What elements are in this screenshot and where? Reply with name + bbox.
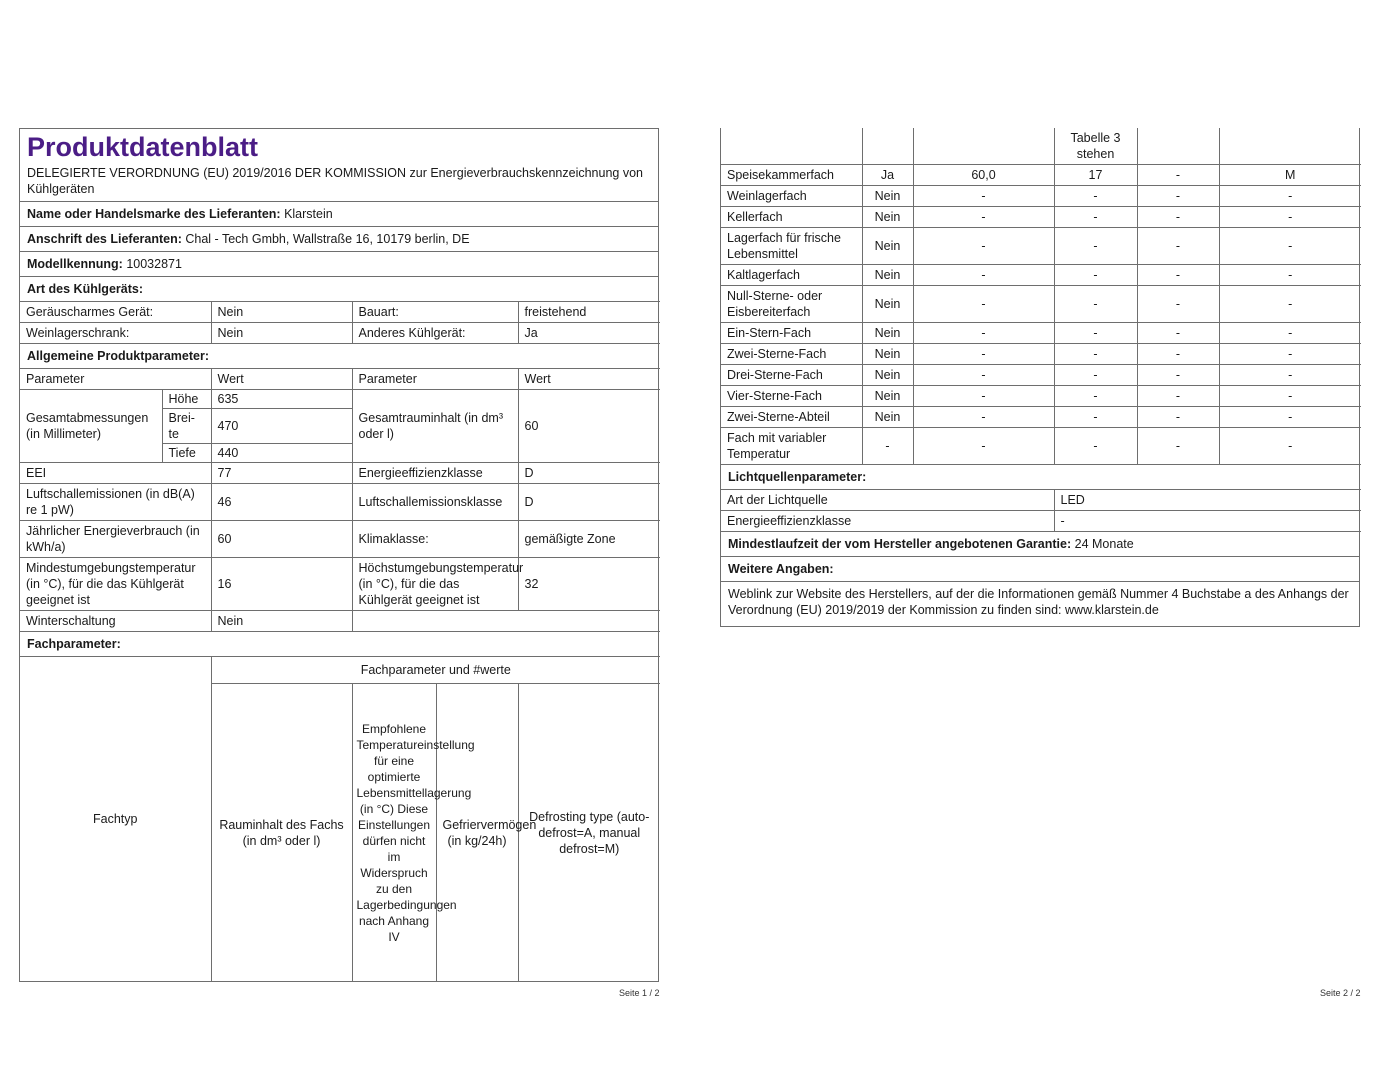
compartment-temp: - (1054, 344, 1137, 365)
compartment-freeze: - (1137, 323, 1219, 344)
comp-section-header: Fachparameter: (27, 637, 121, 651)
table-row (721, 228, 1361, 265)
compartment-name: Zwei-Sterne-Abteil (721, 407, 862, 428)
compartment-freeze: - (1137, 365, 1219, 386)
table-row (20, 463, 660, 484)
compartment-defrost: - (1219, 286, 1361, 323)
compartment-name: Kellerfach (721, 207, 862, 228)
width-value: 470 (211, 409, 352, 444)
page-number-2: Seite 2 / 2 (1320, 988, 1361, 998)
table-row (721, 128, 1361, 165)
compartment-table (721, 128, 1361, 465)
compartment-present: Nein (862, 365, 913, 386)
wine-value: Nein (211, 323, 352, 344)
address-value: Chal - Tech Gmbh, Wallstraße 16, 10179 berlin, DE (185, 232, 470, 246)
page-number-1: Seite 1 / 2 (619, 988, 660, 998)
weblink-url[interactable]: www.klarstein.de (1065, 603, 1159, 617)
compartment-freeze: - (1137, 344, 1219, 365)
empty-cell (913, 128, 1054, 165)
compartment-temp: - (1054, 228, 1137, 265)
compartment-temp: - (1054, 207, 1137, 228)
energy-class-value: D (518, 463, 660, 484)
page-1-frame (19, 128, 659, 982)
design-label: Bauart: (352, 302, 518, 323)
compartment-defrost: - (1219, 344, 1361, 365)
light-class-label: Energieeffizienzklasse (721, 511, 1054, 532)
comp-type-col-header: Fachtyp (20, 657, 211, 982)
compartment-temp: - (1054, 407, 1137, 428)
compartment-volume: 60,0 (913, 165, 1054, 186)
general-params-table (20, 368, 660, 632)
compartment-present: Nein (862, 323, 913, 344)
compartment-name: Zwei-Sterne-Fach (721, 344, 862, 365)
light-class-value: - (1054, 511, 1361, 532)
compartment-freeze: - (1137, 407, 1219, 428)
compartment-temp: 17 (1054, 165, 1137, 186)
compartment-volume: - (913, 365, 1054, 386)
compartment-volume: - (913, 323, 1054, 344)
table-row (20, 323, 660, 344)
table-row (721, 265, 1361, 286)
volume-value: 60 (518, 390, 660, 463)
noise-class-label: Luftschallemissionsklasse (352, 484, 518, 521)
compartment-present: Nein (862, 344, 913, 365)
address-label: Anschrift des Lieferanten: (27, 232, 182, 246)
min-temp-label: Mindestumgebungstemperatur (in °C), für die das Kühlgerät geeignet ist (20, 558, 211, 611)
compartment-volume: - (913, 344, 1054, 365)
max-temp-value: 32 (518, 558, 660, 611)
height-value: 635 (211, 390, 352, 409)
min-temp-value: 16 (211, 558, 352, 611)
compartment-present: Ja (862, 165, 913, 186)
table-row (20, 390, 660, 409)
compartment-name: Drei-Sterne-Fach (721, 365, 862, 386)
col-header-param-2: Parameter (352, 369, 518, 390)
climate-label: Klimaklasse: (352, 521, 518, 558)
compartment-freeze: - (1137, 386, 1219, 407)
compartment-freeze: - (1137, 428, 1219, 465)
compartment-volume: - (913, 228, 1054, 265)
table-row (20, 611, 660, 632)
datasheet-page-2 (720, 128, 1360, 627)
volume-label: Gesamtrauminhalt (in dm³ oder l) (352, 390, 518, 463)
compartment-temp: - (1054, 386, 1137, 407)
col-header-value-2: Wert (518, 369, 660, 390)
page-title: Produktdatenblatt (27, 132, 259, 162)
empty-cell (352, 611, 660, 632)
compartment-volume: - (913, 207, 1054, 228)
table-row (20, 558, 660, 611)
table-row (721, 165, 1361, 186)
warranty-row (721, 532, 1359, 556)
design-value: freistehend (518, 302, 660, 323)
table-row (721, 407, 1361, 428)
compartment-volume: - (913, 265, 1054, 286)
winter-label: Winterschaltung (20, 611, 211, 632)
comp-defrost-col-header: Defrosting type (auto-defrost=A, manual defrost=M) (518, 684, 660, 981)
warranty-label: Mindestlaufzeit der vom Hersteller angebotenen Garantie: (728, 537, 1072, 551)
table-row (20, 657, 660, 684)
comp-volume-col-header: Rauminhalt des Fachs (in dm³ oder l) (211, 684, 352, 981)
noise-class-value: D (518, 484, 660, 521)
compartment-name: Kaltlagerfach (721, 265, 862, 286)
warranty-value: 24 Monate (1074, 537, 1134, 551)
general-section-header: Allgemeine Produktparameter: (27, 349, 209, 363)
further-section-header: Weitere Angaben: (721, 556, 1359, 581)
compartment-present: - (862, 428, 913, 465)
comp-temp-col-header: Empfohlene Temperatureinstellung für eine optimierte Lebensmittellagerung (in °C) Diese Einstellungen dürfen nicht im Widerspruch zu den Lagerbedingungen nach Anhang IV (352, 684, 436, 981)
weblink-text: Weblink zur Website des Herstellers, auf der die Informationen gemäß Nummer 4 Buchstabe a des Anhangs der Verordnung (EU) 2019/2019 der Kommission zu finden sind: (728, 587, 1349, 617)
compartment-freeze: - (1137, 265, 1219, 286)
type-table (20, 301, 660, 344)
compartment-name: Lagerfach für frische Lebensmittel (721, 228, 862, 265)
address-row (20, 226, 658, 251)
compartment-present: Nein (862, 286, 913, 323)
compartment-defrost: M (1219, 165, 1361, 186)
dims-label: Gesamtabmessungen (in Millimeter) (20, 390, 162, 463)
compartment-volume: - (913, 407, 1054, 428)
compartment-defrost: - (1219, 407, 1361, 428)
light-type-value: LED (1054, 490, 1361, 511)
compartment-present: Nein (862, 265, 913, 286)
noise-label: Luftschallemissionen (in dB(A) re 1 pW) (20, 484, 211, 521)
compartment-freeze: - (1137, 286, 1219, 323)
type-section-header: Art des Kühlgeräts: (20, 276, 658, 301)
compartment-defrost: - (1219, 186, 1361, 207)
comp-freeze-col-header: Gefriervermögen (in kg/24h) (436, 684, 518, 981)
compartment-temp: - (1054, 323, 1137, 344)
compartment-defrost: - (1219, 207, 1361, 228)
table-row (721, 386, 1361, 407)
wine-label: Weinlagerschrank: (20, 323, 211, 344)
compartment-volume: - (913, 286, 1054, 323)
table-row (721, 428, 1361, 465)
empty-cell (862, 128, 913, 165)
eei-value: 77 (211, 463, 352, 484)
table-row (20, 521, 660, 558)
model-label: Modellkennung: (27, 257, 123, 271)
noise-value: 46 (211, 484, 352, 521)
light-section-header: Lichtquellenparameter: (728, 470, 867, 484)
compartment-defrost: - (1219, 265, 1361, 286)
model-value: 10032871 (126, 257, 182, 271)
compartment-freeze: - (1137, 186, 1219, 207)
light-table (721, 489, 1361, 532)
model-row (20, 251, 658, 276)
page-2-frame (720, 128, 1360, 627)
compartment-present: Nein (862, 228, 913, 265)
other-value: Ja (518, 323, 660, 344)
compartment-name: Null-Sterne- oder Eisbereiterfach (721, 286, 862, 323)
climate-value: gemäßigte Zone (518, 521, 660, 558)
compartment-defrost: - (1219, 323, 1361, 344)
max-temp-label: Höchstumgebungstemperatur (in °C), für die das Kühlgerät geeignet ist (352, 558, 518, 611)
datasheet-page-1 (19, 128, 659, 982)
regulation-text: DELEGIERTE VERORDNUNG (EU) 2019/2016 DER KOMMISSION zur Energieverbrauchskennzeichnung von Kühlgeräten (27, 166, 643, 196)
consumption-value: 60 (211, 521, 352, 558)
consumption-label: Jährlicher Energieverbrauch (in kWh/a) (20, 521, 211, 558)
depth-value: 440 (211, 444, 352, 463)
comp-group-header: Fachparameter und #werte (211, 657, 660, 684)
low-noise-label: Geräuscharmes Gerät: (20, 302, 211, 323)
table-row (721, 186, 1361, 207)
compartment-name: Vier-Sterne-Fach (721, 386, 862, 407)
compartment-present: Nein (862, 407, 913, 428)
empty-cell (1219, 128, 1361, 165)
compartment-temp: - (1054, 186, 1137, 207)
compartment-volume: - (913, 186, 1054, 207)
energy-class-label: Energieeffizienzklasse (352, 463, 518, 484)
low-noise-value: Nein (211, 302, 352, 323)
table-row (721, 207, 1361, 228)
table-row (20, 302, 660, 323)
compartment-temp: - (1054, 286, 1137, 323)
supplier-value: Klarstein (284, 207, 333, 221)
light-type-label: Art der Lichtquelle (721, 490, 1054, 511)
height-label: Höhe (162, 390, 211, 409)
compartment-freeze: - (1137, 228, 1219, 265)
compartment-present: Nein (862, 186, 913, 207)
compartment-defrost: - (1219, 428, 1361, 465)
table-row (721, 365, 1361, 386)
eei-label: EEI (20, 463, 211, 484)
weblink-row (721, 581, 1359, 626)
compartment-freeze: - (1137, 207, 1219, 228)
compartment-header-table (20, 656, 660, 981)
compartment-present: Nein (862, 207, 913, 228)
empty-cell (721, 128, 862, 165)
compartment-name: Weinlagerfach (721, 186, 862, 207)
other-label: Anderes Kühlgerät: (352, 323, 518, 344)
width-label: Brei-te (162, 409, 211, 444)
compartment-present: Nein (862, 386, 913, 407)
empty-cell (1137, 128, 1219, 165)
winter-value: Nein (211, 611, 352, 632)
compartment-temp: - (1054, 365, 1137, 386)
compartment-table-body (721, 128, 1361, 465)
col-header-param: Parameter (20, 369, 211, 390)
cont-header: Tabelle 3 stehen (1054, 128, 1137, 165)
table-row (721, 323, 1361, 344)
table-row (721, 286, 1361, 323)
table-row (20, 484, 660, 521)
compartment-volume: - (913, 386, 1054, 407)
compartment-defrost: - (1219, 386, 1361, 407)
compartment-defrost: - (1219, 228, 1361, 265)
compartment-name: Ein-Stern-Fach (721, 323, 862, 344)
table-row (721, 344, 1361, 365)
table-row (721, 511, 1361, 532)
compartment-temp: - (1054, 428, 1137, 465)
compartment-defrost: - (1219, 365, 1361, 386)
supplier-row (20, 201, 658, 226)
compartment-temp: - (1054, 265, 1137, 286)
col-header-value: Wert (211, 369, 352, 390)
compartment-freeze: - (1137, 165, 1219, 186)
supplier-label: Name oder Handelsmarke des Lieferanten: (27, 207, 281, 221)
depth-label: Tiefe (162, 444, 211, 463)
table-row (721, 490, 1361, 511)
compartment-name: Fach mit variabler Temperatur (721, 428, 862, 465)
table-header-row (20, 369, 660, 390)
compartment-volume: - (913, 428, 1054, 465)
compartment-name: Speisekammerfach (721, 165, 862, 186)
